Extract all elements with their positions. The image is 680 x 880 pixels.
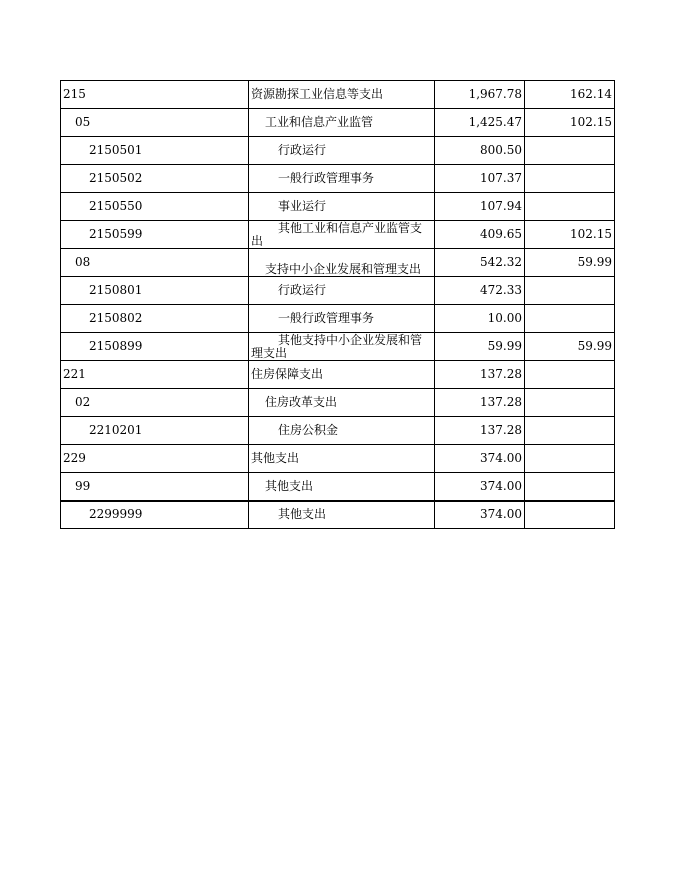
amount-cell-secondary: [525, 473, 615, 501]
amount-cell-secondary: [525, 445, 615, 473]
table-row: [61, 137, 615, 165]
function-name: 其他支出: [249, 473, 435, 501]
amount-cell-secondary: [525, 501, 615, 529]
amount-cell-secondary: 102.15: [525, 221, 615, 249]
amount-cell-secondary: [525, 277, 615, 305]
amount-cell: 542.32: [435, 249, 525, 277]
function-code: 229: [61, 445, 249, 473]
function-name: 其他支持中小企业发展和管理支出: [249, 333, 435, 361]
amount-cell: 374.00: [435, 501, 525, 529]
amount-cell: 374.00: [435, 445, 525, 473]
table-row: [61, 193, 615, 221]
function-code: 08: [61, 249, 249, 277]
amount-cell: 137.28: [435, 417, 525, 445]
amount-cell: 1,425.47: [435, 109, 525, 137]
table-row: [61, 473, 615, 501]
table-row: [61, 445, 615, 473]
amount-cell: 107.94: [435, 193, 525, 221]
function-name: 一般行政管理事务: [249, 305, 435, 333]
function-name: 其他工业和信息产业监管支出: [249, 221, 435, 249]
amount-cell-secondary: 59.99: [525, 249, 615, 277]
function-name: 资源勘探工业信息等支出: [249, 81, 435, 109]
function-name: 行政运行: [249, 277, 435, 305]
function-name: 工业和信息产业监管: [249, 109, 435, 137]
function-code: 05: [61, 109, 249, 137]
table-row: [61, 109, 615, 137]
function-code: 2150599: [61, 221, 249, 249]
amount-cell: 137.28: [435, 389, 525, 417]
function-code: 2150550: [61, 193, 249, 221]
function-name: 住房改革支出: [249, 389, 435, 417]
function-name: 住房公积金: [249, 417, 435, 445]
amount-cell-secondary: [525, 165, 615, 193]
table-row: [61, 333, 615, 361]
amount-cell: 1,967.78: [435, 81, 525, 109]
function-code: 2150801: [61, 277, 249, 305]
amount-cell-secondary: 102.15: [525, 109, 615, 137]
amount-cell: 10.00: [435, 305, 525, 333]
table-row: [61, 361, 615, 389]
function-name: 其他支出: [249, 445, 435, 473]
table-row: [61, 249, 615, 277]
amount-cell: 137.28: [435, 361, 525, 389]
amount-cell: 409.65: [435, 221, 525, 249]
function-code: 02: [61, 389, 249, 417]
table-row: [61, 501, 615, 529]
function-name: 支持中小企业发展和管理支出: [249, 249, 435, 277]
amount-cell: 107.37: [435, 165, 525, 193]
table-row: [61, 165, 615, 193]
table-row: [61, 81, 615, 109]
amount-cell-secondary: [525, 417, 615, 445]
table-row: [61, 305, 615, 333]
function-code: 2150802: [61, 305, 249, 333]
function-name: 住房保障支出: [249, 361, 435, 389]
table-row: [61, 389, 615, 417]
table-row: [61, 277, 615, 305]
function-name: 行政运行: [249, 137, 435, 165]
function-code: 2150501: [61, 137, 249, 165]
table-row: [61, 417, 615, 445]
function-code: 2150502: [61, 165, 249, 193]
budget-table: [60, 80, 615, 529]
amount-cell-secondary: [525, 305, 615, 333]
function-code: 2150899: [61, 333, 249, 361]
amount-cell: 800.50: [435, 137, 525, 165]
function-code: 215: [61, 81, 249, 109]
amount-cell-secondary: 162.14: [525, 81, 615, 109]
function-code: 2299999: [61, 501, 249, 529]
function-code: 2210201: [61, 417, 249, 445]
function-name: 事业运行: [249, 193, 435, 221]
amount-cell-secondary: [525, 389, 615, 417]
amount-cell: 59.99: [435, 333, 525, 361]
amount-cell: 374.00: [435, 473, 525, 501]
amount-cell-secondary: [525, 137, 615, 165]
function-name: 其他支出: [249, 501, 435, 529]
amount-cell-secondary: [525, 193, 615, 221]
function-code: 221: [61, 361, 249, 389]
amount-cell-secondary: 59.99: [525, 333, 615, 361]
function-code: 99: [61, 473, 249, 501]
amount-cell: 472.33: [435, 277, 525, 305]
function-name: 一般行政管理事务: [249, 165, 435, 193]
table-row: [61, 221, 615, 249]
amount-cell-secondary: [525, 361, 615, 389]
